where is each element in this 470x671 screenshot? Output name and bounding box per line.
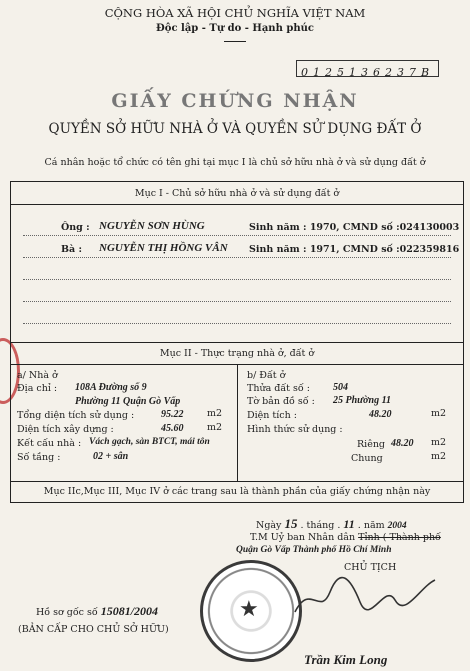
house-floors-label: Số tầng : xyxy=(17,452,61,463)
certificate-subtitle: QUYỀN SỞ HỮU NHÀ Ở VÀ QUYỀN SỬ DỤNG ĐẤT Ở xyxy=(48,121,422,137)
house-label: a/ Nhà ở xyxy=(17,370,58,381)
record-note: (BẢN CẤP CHO CHỦ SỞ HỮU) xyxy=(18,624,169,635)
house-address-line2: Phường 11 Quận Gò Vấp xyxy=(75,396,181,407)
date-month: 11 xyxy=(343,517,355,531)
house-address-line1: 108A Đường số 9 xyxy=(75,382,147,393)
land-private-label: Riêng xyxy=(357,439,386,450)
date-line xyxy=(256,516,407,532)
house-structure: Vách gạch, sàn BTCT, mái tôn xyxy=(89,437,210,447)
owner1-prefix: Ông : xyxy=(61,222,90,233)
dotted-line xyxy=(23,235,451,236)
date-month-label: . tháng . xyxy=(300,520,341,531)
dotted-line xyxy=(23,301,451,302)
record-line xyxy=(36,604,158,619)
house-built-area-label: Diện tích xây dựng : xyxy=(17,424,114,435)
signer-name: Trần Kim Long xyxy=(304,652,388,667)
owner1-details: Sinh năm : 1970, CMND số :024130003 xyxy=(249,222,460,233)
house-built-area-unit: m2 xyxy=(207,422,223,433)
date-day: 15 xyxy=(284,516,298,531)
footer-note: Mục IIc,Mục III, Mục IV ở các trang sau là thành phần của giấy chứng nhận này xyxy=(43,486,431,497)
date-year-label: . năm xyxy=(357,520,385,531)
land-private: 48.20 xyxy=(391,438,414,449)
authority1: T.M Uỷ ban Nhân dân xyxy=(250,532,356,543)
signer-role: CHỦ TỊCH xyxy=(344,562,397,573)
section1-divider xyxy=(11,204,463,205)
house-total-area: 95.22 xyxy=(161,409,184,420)
land-shared-unit: m2 xyxy=(431,451,447,462)
land-shared-label: Chung xyxy=(351,453,383,464)
dotted-line xyxy=(23,279,451,280)
land-area: 48.20 xyxy=(369,409,392,420)
owner2-prefix: Bà : xyxy=(61,244,82,255)
section2-top-divider xyxy=(11,342,463,343)
dotted-line xyxy=(23,257,451,258)
owner2-details: Sinh năm : 1971, CMND số :022359816 xyxy=(249,244,460,255)
land-area-label: Diện tích : xyxy=(247,410,297,421)
land-map-label: Tờ bản đồ số : xyxy=(247,396,315,407)
date-year: 2004 xyxy=(387,521,407,531)
house-built-area: 45.60 xyxy=(161,423,184,434)
dotted-line xyxy=(23,323,451,324)
house-structure-label: Kết cấu nhà : xyxy=(17,438,82,449)
house-total-area-unit: m2 xyxy=(207,408,223,419)
section2-heading: Mục II - Thực trạng nhà ở, đất ở xyxy=(159,348,315,359)
star-icon: ★ xyxy=(239,597,259,622)
land-map: 25 Phường 11 xyxy=(333,395,392,406)
motto-underline xyxy=(224,41,246,42)
land-area-unit: m2 xyxy=(431,408,447,419)
authority-line2: Quận Gò Vấp Thành phố Hồ Chí Minh xyxy=(236,545,392,555)
land-plot: 504 xyxy=(333,382,348,393)
land-plot-label: Thửa đất số : xyxy=(247,383,310,394)
section2-column-divider xyxy=(237,364,238,482)
official-seal xyxy=(200,560,302,662)
certificate-frame xyxy=(10,181,464,503)
footer-divider xyxy=(11,481,463,482)
authority-line1 xyxy=(250,532,441,543)
owner2-name: NGUYỄN THỊ HỒNG VÂN xyxy=(99,242,228,254)
date-prefix: Ngày xyxy=(256,520,282,531)
certificate-title: GIẤY CHỨNG NHẬN xyxy=(111,90,359,112)
serial-number: 0125136237B xyxy=(301,66,435,79)
land-use-label: Hình thức sử dụng : xyxy=(247,424,343,435)
serial-number-box xyxy=(296,60,439,77)
section1-heading: Mục I - Chủ sở hữu nhà ở và sử dụng đất ở xyxy=(134,188,340,199)
house-address-label: Địa chỉ : xyxy=(17,383,58,394)
motto: Độc lập - Tự do - Hạnh phúc xyxy=(156,23,314,34)
owner1-name: NGUYỄN SƠN HÙNG xyxy=(99,220,205,232)
house-total-area-label: Tổng diện tích sử dụng : xyxy=(17,410,135,421)
handwritten-signature xyxy=(290,572,440,622)
land-private-unit: m2 xyxy=(431,437,447,448)
record-label: Hồ sơ gốc số xyxy=(36,607,98,618)
record-number: 15081/2004 xyxy=(100,604,159,618)
country-heading: CỘNG HÒA XÃ HỘI CHỦ NGHĨA VIỆT NAM xyxy=(104,6,366,20)
authority1-struck: Tỉnh ( Thành phố xyxy=(358,532,441,543)
land-label: b/ Đất ở xyxy=(247,370,286,381)
certificate-intro: Cá nhân hoặc tổ chức có tên ghi tại mục I là chủ sở hữu nhà ở và sử dụng đất ở xyxy=(44,157,426,168)
house-floors: 02 + sân xyxy=(93,451,129,462)
